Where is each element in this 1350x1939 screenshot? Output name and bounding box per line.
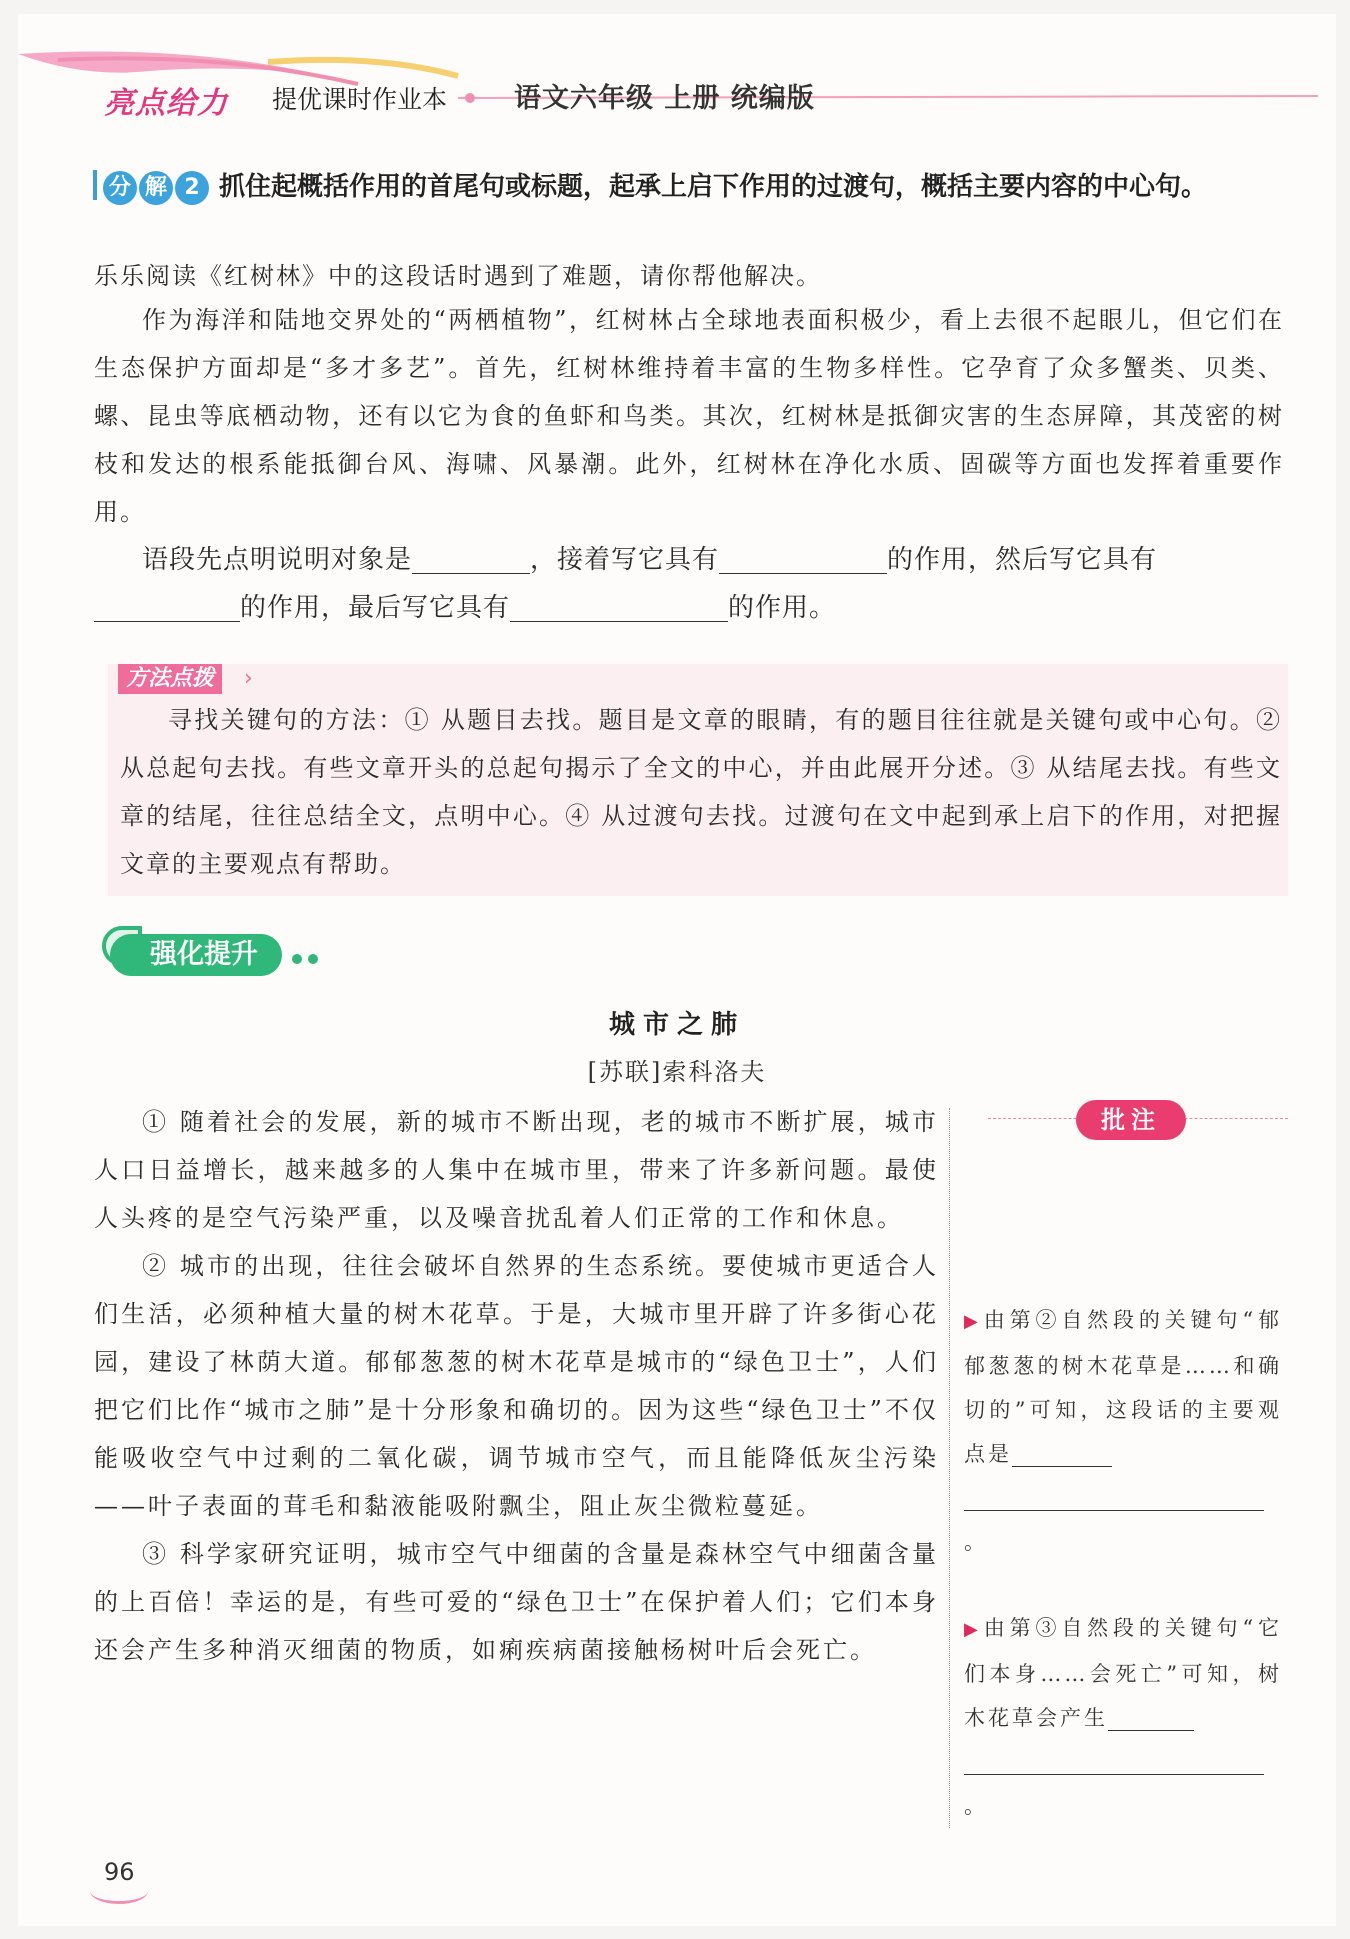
grade-label: 语文六年级 上册 统编版 — [514, 83, 815, 114]
fill-in-question — [94, 536, 1284, 632]
section-heading — [93, 162, 1298, 212]
strengthen-tag: 强化提升 — [110, 934, 282, 976]
fill-text-3: 的作用，然后写它具有 — [887, 545, 1158, 575]
page-number-swoosh — [90, 1878, 148, 1904]
annotation-badge: 批注 — [1076, 1100, 1186, 1140]
section-number: 2 — [175, 171, 209, 205]
fill-text-1: 语段先点明说明对象是 — [142, 545, 413, 575]
article-title: 城市之肺 — [608, 1010, 745, 1040]
annotation-note-1-text: 由第②自然段的关键句“郁郁葱葱的树木花草是……和确切的”可知，这段话的主要观点是 — [964, 1308, 1282, 1466]
annotation-blank-1a[interactable] — [1012, 1437, 1112, 1467]
answer-blank-3[interactable] — [94, 592, 240, 622]
section-tag-1: 分 — [103, 171, 137, 205]
article-paragraph-3: ③ 科学家研究证明，城市空气中细菌的含量是森林空气中细菌含量的上百倍！幸运的是，有些可爱的“绿色卫士”在保护着人们；它们本身还会产生多种消灭细菌的物质，如痢疾病菌接触杨树叶后会死亡。 — [94, 1540, 939, 1664]
answer-blank-1[interactable] — [412, 544, 530, 574]
method-tag-arrow-icon: › — [244, 666, 253, 691]
article-body — [94, 1098, 939, 1674]
workbook-page — [18, 14, 1336, 1926]
annotation-note-2-end: 。 — [964, 1794, 988, 1818]
annotation-blank-2b[interactable] — [964, 1745, 1264, 1775]
article-author: [苏联]索科洛夫 — [587, 1058, 767, 1086]
book-subtitle: 提优课时作业本 — [272, 85, 448, 114]
exercise-intro: 乐乐阅读《红树林》中的这段话时遇到了难题，请你帮他解决。 — [94, 262, 822, 290]
answer-blank-4[interactable] — [510, 592, 728, 622]
fill-text-5: 的作用。 — [728, 593, 837, 623]
fill-text-4: 的作用，最后写它具有 — [240, 593, 511, 623]
brand-logo-text: 亮点给力 — [104, 86, 228, 121]
section-bar — [93, 170, 97, 200]
annotation-blank-2a[interactable] — [1108, 1701, 1194, 1731]
section-tag-2: 解 — [139, 171, 173, 205]
annotation-note-2 — [964, 1606, 1282, 1828]
article-paragraph-2: ② 城市的出现，往往会破坏自然界的生态系统。要使城市更适合人们生活，必须种植大量的树木花草。于是，大城市里开辟了许多街心花园，建设了林荫大道。郁郁葱葱的树木花草是城市的“绿色卫士”，人们把它们比作“城市之肺”是十分形象和确切的。因为这些“绿色卫士”不仅能吸收空气中过剩的二氧化碳，调节城市空气，而且能降低灰尘污染——叶子表面的茸毛和黏液能吸附飘尘，阻止灰尘微粒蔓延。 — [94, 1252, 939, 1520]
method-tip-text: 寻找关键句的方法：① 从题目去找。题目是文章的眼睛，有的题目往往就是关键句或中心句。② 从总起句去找。有些文章开头的总起句揭示了全文的中心，并由此展开分述。③ 从结尾去找。有些文章的结尾，往往总结全文，点明中心。④ 从过渡句去找。过渡句在文中起到承上启下的作用，对把握文章的主要观点有帮助。 — [120, 706, 1282, 878]
triangle-icon: ▶ — [964, 1619, 980, 1640]
mangrove-passage: 作为海洋和陆地交界处的“两栖植物”，红树林占全球地表面积极少，看上去很不起眼儿，但它们在生态保护方面却是“多才多艺”。首先，红树林维持着丰富的生物多样性。它孕育了众多蟹类、贝类、螺、昆虫等底栖动物，还有以它为食的鱼虾和鸟类。其次，红树林是抵御灾害的生态屏障，其茂密的树枝和发达的根系能抵御台风、海啸、风暴潮。此外，红树林在净化水质、固碳等方面也发挥着重要作用。 — [94, 306, 1284, 526]
method-tip-tag: 方法点拨 — [118, 664, 222, 694]
annotation-note-1 — [964, 1298, 1282, 1564]
triangle-icon: ▶ — [964, 1311, 980, 1332]
annotation-blank-1b[interactable] — [964, 1481, 1264, 1511]
annotation-note-2-text: 由第③自然段的关键句“它们本身……会死亡”可知，树木花草会产生 — [964, 1616, 1282, 1730]
page-number: 96 — [104, 1858, 135, 1886]
annotation-divider — [949, 1108, 950, 1828]
section-heading-text: 抓住起概括作用的首尾句或标题，起承上启下作用的过渡句，概括主要内容的中心句。 — [219, 172, 1208, 202]
answer-blank-2[interactable] — [719, 544, 887, 574]
article-paragraph-1: ① 随着社会的发展，新的城市不断出现，老的城市不断扩展，城市人口日益增长，越来越多的人集中在城市里，带来了许多新问题。最使人头疼的是空气污染严重，以及噪音扰乱着人们正常的工作和休息。 — [94, 1108, 939, 1232]
dot-icon — [292, 954, 302, 964]
annotation-note-1-end: 。 — [964, 1530, 988, 1554]
fill-text-2: ，接着写它具有 — [530, 545, 720, 575]
dot-icon — [308, 954, 318, 964]
